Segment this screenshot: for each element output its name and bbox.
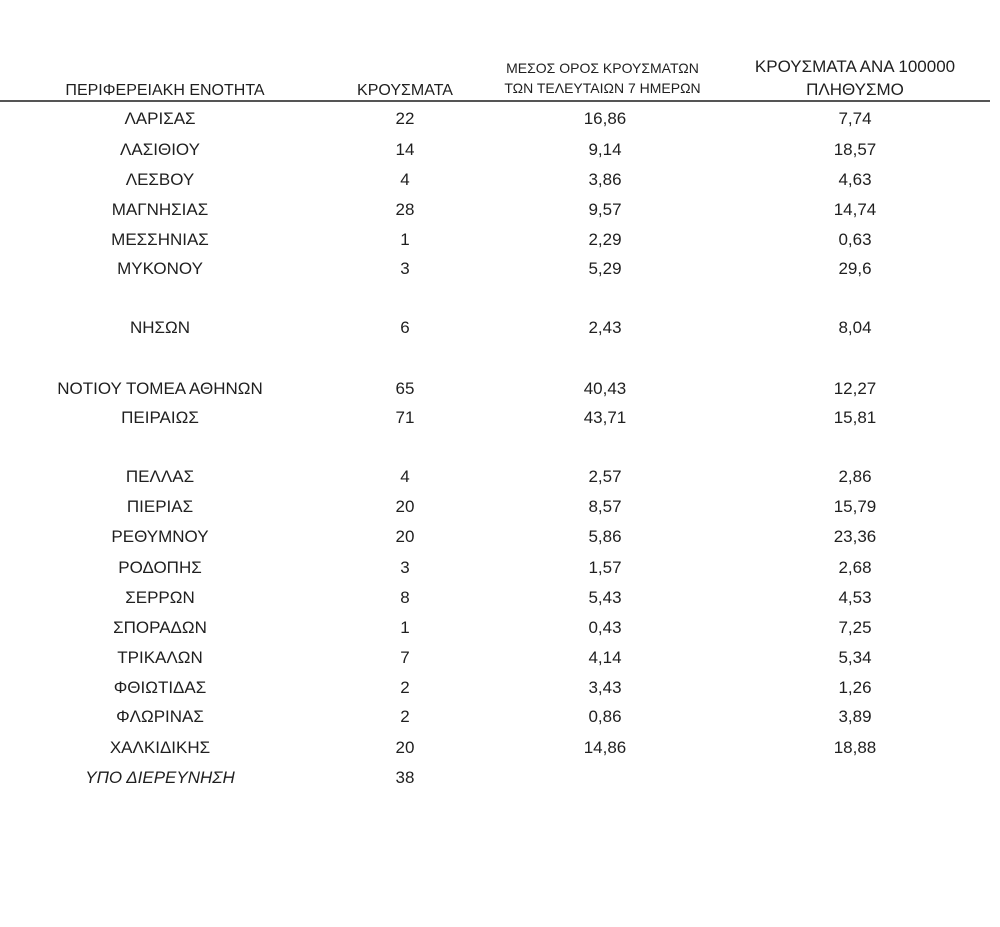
table-row bbox=[0, 107, 1000, 131]
column-header-per-100k bbox=[735, 55, 975, 101]
table-row bbox=[0, 316, 1000, 340]
average-cell: 5,43 bbox=[588, 588, 622, 607]
cases-cell: 3 bbox=[400, 558, 410, 577]
cases-cell: 4 bbox=[400, 170, 410, 189]
table-row bbox=[0, 406, 1000, 430]
per-100k-cell: 7,25 bbox=[838, 618, 872, 637]
table-row bbox=[0, 616, 1000, 640]
per-100k-cell: 12,27 bbox=[833, 379, 877, 398]
average-cell: 5,86 bbox=[588, 527, 622, 546]
cases-cell: 7 bbox=[400, 648, 410, 667]
table-row bbox=[0, 495, 1000, 519]
region-cell: ΦΛΩΡΙΝΑΣ bbox=[116, 707, 204, 726]
per-100k-cell: 2,68 bbox=[838, 558, 872, 577]
per-100k-cell: 15,79 bbox=[833, 497, 877, 516]
cases-cell: 38 bbox=[395, 768, 415, 787]
cases-cell: 65 bbox=[395, 379, 415, 398]
region-cell: ΜΕΣΣΗΝΙΑΣ bbox=[111, 230, 209, 249]
per-100k-cell: 1,26 bbox=[838, 678, 872, 697]
cases-cell: 20 bbox=[395, 527, 415, 546]
per-100k-cell: 15,81 bbox=[833, 408, 877, 427]
column-header-average-line2: ΤΩΝ ΤΕΛΕΥΤΑΙΩΝ 7 ΗΜΕΡΩΝ bbox=[504, 80, 701, 96]
region-cell: ΝΗΣΩΝ bbox=[129, 318, 191, 337]
table-row bbox=[0, 556, 1000, 580]
region-cell: ΛΑΡΙΣΑΣ bbox=[124, 109, 196, 128]
average-cell: 9,14 bbox=[588, 140, 622, 159]
column-header-average-line1: ΜΕΣΟΣ ΟΡΟΣ ΚΡΟΥΣΜΑΤΩΝ bbox=[506, 60, 699, 76]
per-100k-cell: 14,74 bbox=[833, 200, 877, 219]
cases-cell: 22 bbox=[395, 109, 415, 128]
per-100k-cell: 4,53 bbox=[838, 588, 872, 607]
average-cell: 43,71 bbox=[583, 408, 627, 427]
table-row-under-investigation bbox=[0, 766, 1000, 790]
table-row bbox=[0, 198, 1000, 222]
average-cell: 4,14 bbox=[588, 648, 622, 667]
cases-cell: 20 bbox=[395, 497, 415, 516]
table-row bbox=[0, 228, 1000, 252]
cases-cell: 71 bbox=[395, 408, 415, 427]
region-cell: ΜΥΚΟΝΟΥ bbox=[117, 259, 203, 278]
region-cell: ΜΑΓΝΗΣΙΑΣ bbox=[111, 200, 209, 219]
average-cell: 14,86 bbox=[583, 738, 627, 757]
per-100k-cell: 4,63 bbox=[838, 170, 872, 189]
average-cell: 9,57 bbox=[588, 200, 622, 219]
per-100k-cell: 7,74 bbox=[838, 109, 872, 128]
cases-cell: 6 bbox=[400, 318, 410, 337]
average-cell: 8,57 bbox=[588, 497, 622, 516]
cases-cell: 1 bbox=[400, 230, 410, 249]
average-cell: 0,86 bbox=[588, 707, 622, 726]
region-cell: ΡΕΘΥΜΝΟΥ bbox=[111, 527, 209, 546]
average-cell: 3,86 bbox=[588, 170, 622, 189]
cases-cell: 4 bbox=[400, 467, 410, 486]
table-row bbox=[0, 525, 1000, 549]
column-header-per-100k-line2: ΠΛΗΘΥΣΜΟ bbox=[806, 80, 904, 99]
region-cell: ΝΟΤΙΟΥ ΤΟΜΕΑ ΑΘΗΝΩΝ bbox=[57, 379, 263, 398]
average-cell: 0,43 bbox=[588, 618, 622, 637]
cases-cell: 3 bbox=[400, 259, 410, 278]
per-100k-cell: 0,63 bbox=[838, 230, 872, 249]
table-row bbox=[0, 168, 1000, 192]
table-row bbox=[0, 257, 1000, 281]
average-cell: 3,43 bbox=[588, 678, 622, 697]
per-100k-cell: 18,57 bbox=[833, 140, 877, 159]
average-cell: 2,43 bbox=[588, 318, 622, 337]
per-100k-cell: 8,04 bbox=[838, 318, 872, 337]
cases-cell: 8 bbox=[400, 588, 410, 607]
region-cell: ΠΕΙΡΑΙΩΣ bbox=[121, 408, 199, 427]
region-cell: ΠΕΛΛΑΣ bbox=[125, 467, 195, 486]
column-header-average bbox=[485, 58, 720, 98]
average-cell: 5,29 bbox=[588, 259, 622, 278]
average-cell: 1,57 bbox=[588, 558, 622, 577]
table-row bbox=[0, 377, 1000, 401]
region-cell: ΣΕΡΡΩΝ bbox=[125, 588, 195, 607]
column-header-cases: ΚΡΟΥΣΜΑΤΑ bbox=[357, 82, 453, 99]
table-row bbox=[0, 586, 1000, 610]
table-row bbox=[0, 736, 1000, 760]
table-row bbox=[0, 646, 1000, 670]
per-100k-cell: 3,89 bbox=[838, 707, 872, 726]
per-100k-cell: 2,86 bbox=[838, 467, 872, 486]
cases-cell: 1 bbox=[400, 618, 410, 637]
region-cell: ΥΠΟ ΔΙΕΡΕΥΝΗΣΗ bbox=[85, 768, 235, 787]
cases-cell: 20 bbox=[395, 738, 415, 757]
region-cell: ΛΕΣΒΟΥ bbox=[125, 170, 195, 189]
header-divider bbox=[0, 100, 990, 102]
table-row bbox=[0, 676, 1000, 700]
average-cell: 2,57 bbox=[588, 467, 622, 486]
average-cell: 2,29 bbox=[588, 230, 622, 249]
cases-cell: 2 bbox=[400, 678, 410, 697]
per-100k-cell: 23,36 bbox=[833, 527, 877, 546]
per-100k-cell: 5,34 bbox=[838, 648, 872, 667]
column-header-per-100k-line1: ΚΡΟΥΣΜΑΤΑ ΑΝΑ 100000 bbox=[754, 57, 956, 76]
per-100k-cell: 29,6 bbox=[838, 259, 872, 278]
region-cell: ΧΑΛΚΙΔΙΚΗΣ bbox=[109, 738, 211, 757]
average-cell: 16,86 bbox=[583, 109, 627, 128]
region-cell: ΠΙΕΡΙΑΣ bbox=[126, 497, 194, 516]
table-row bbox=[0, 465, 1000, 489]
cases-cell: 14 bbox=[395, 140, 415, 159]
region-cell: ΦΘΙΩΤΙΔΑΣ bbox=[113, 678, 207, 697]
region-cell: ΡΟΔΟΠΗΣ bbox=[118, 558, 202, 577]
table-row bbox=[0, 138, 1000, 162]
region-cell: ΣΠΟΡΑΔΩΝ bbox=[113, 618, 207, 637]
region-cell: ΛΑΣΙΘΙΟΥ bbox=[120, 140, 200, 159]
column-header-region: ΠΕΡΙΦΕΡΕΙΑΚΗ ΕΝΟΤΗΤΑ bbox=[65, 82, 265, 99]
per-100k-cell: 18,88 bbox=[833, 738, 877, 757]
table-row bbox=[0, 705, 1000, 729]
region-cell: ΤΡΙΚΑΛΩΝ bbox=[117, 648, 203, 667]
average-cell: 40,43 bbox=[583, 379, 627, 398]
cases-cell: 2 bbox=[400, 707, 410, 726]
cases-cell: 28 bbox=[395, 200, 415, 219]
